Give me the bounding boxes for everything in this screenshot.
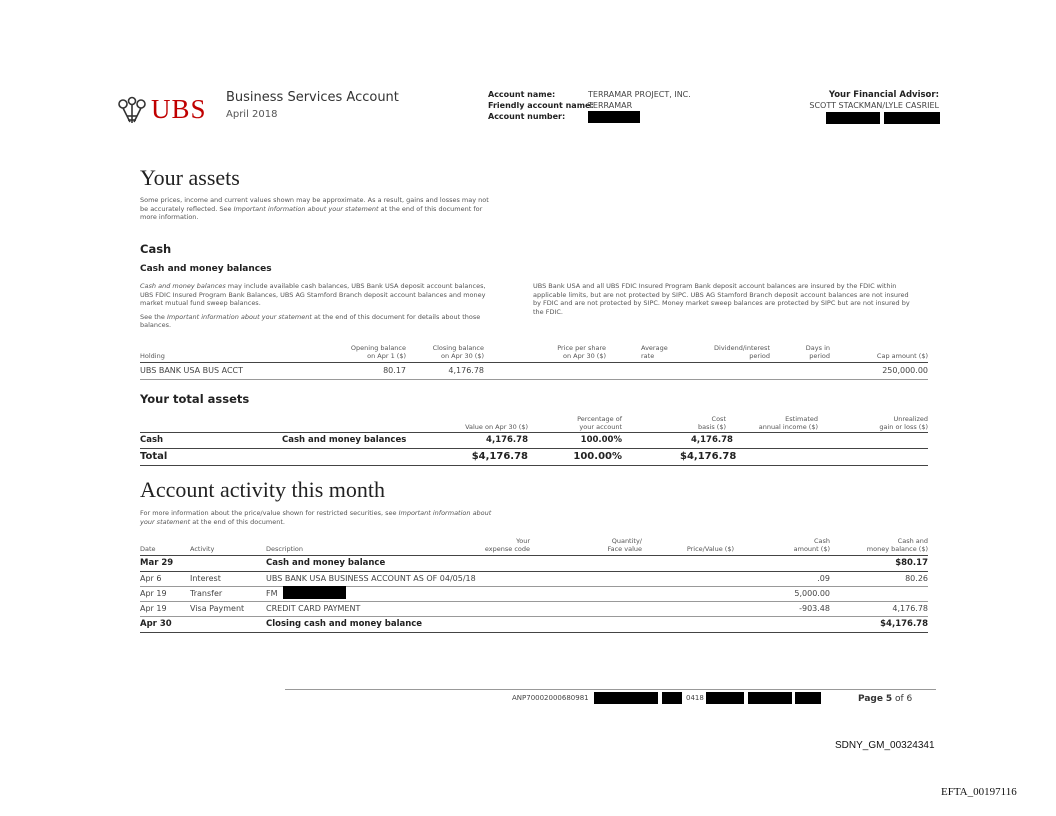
col-est-income: Estimated annual income ($) xyxy=(758,415,818,431)
col-days-in-period: Days in period xyxy=(805,344,830,360)
activity-row-description: FM xyxy=(266,589,278,598)
cash-row-desc: Cash and money balances xyxy=(282,435,407,445)
friendly-name-label: Friendly account name: xyxy=(488,101,594,110)
activity-row-balance: $80.17 xyxy=(895,558,928,568)
activity-row-type: Visa Payment xyxy=(190,604,245,613)
advisor-label: Your Financial Advisor: xyxy=(828,90,939,100)
activity-row-date: Apr 19 xyxy=(140,589,167,598)
footer-redaction-5 xyxy=(795,692,821,704)
total-assets-header-rule xyxy=(140,432,928,433)
efta-number: EFTA_00197116 xyxy=(941,786,1017,798)
statement-period: April 2018 xyxy=(226,109,278,120)
account-activity-heading: Account activity this month xyxy=(140,477,386,502)
total-assets-heading: Your total assets xyxy=(140,392,250,406)
total-row-label: Total xyxy=(140,451,168,462)
act-col-activity: Activity xyxy=(190,545,215,553)
col-unrealized: Unrealized gain or loss ($) xyxy=(879,415,928,431)
activity-row-cash: .09 xyxy=(817,574,830,583)
total-assets-bottom-rule xyxy=(140,465,928,466)
activity-bottom-rule xyxy=(140,632,928,633)
holding-closing: 4,176.78 xyxy=(448,366,484,375)
bates-number: SDNY_GM_00324341 xyxy=(835,740,935,751)
activity-row-description: Closing cash and money balance xyxy=(266,619,423,629)
act-col-expense: Your expense code xyxy=(484,537,530,553)
act-col-description: Description xyxy=(266,545,304,553)
activity-header-rule xyxy=(140,555,928,556)
holdings-header-rule xyxy=(140,362,928,363)
cash-heading: Cash xyxy=(140,242,172,256)
activity-row-type: Interest xyxy=(190,574,221,583)
your-assets-heading: Your assets xyxy=(140,165,240,190)
advisor-redaction-1 xyxy=(826,112,880,124)
col-cap-amount: Cap amount ($) xyxy=(876,352,928,360)
footer-redaction-1 xyxy=(594,692,658,704)
cash-row-label: Cash xyxy=(140,435,164,445)
total-assets-cash-rule xyxy=(140,448,928,449)
footer-redaction-2 xyxy=(662,692,682,704)
col-closing-balance: Closing balance on Apr 30 ($) xyxy=(432,344,484,360)
ubs-logo-text: UBS xyxy=(151,94,207,124)
act-col-balance: Cash and money balance ($) xyxy=(866,537,928,553)
cash-row-pct: 100.00% xyxy=(580,435,622,445)
activity-note: For more information about the price/value shown for restricted securities, see Important information about your statement at the end of this document. xyxy=(140,509,492,526)
cash-explanation-left: Cash and money balances may include available cash balances, UBS Bank USA deposit account balances, UBS FDIC Insured Program Bank Balances, UBS AG Stamford Branch deposit account balances and money market mutual fund sweep balances. See the Important information about your statement at the end of this document for details about those balances. xyxy=(140,282,486,329)
total-row-cost: $4,176.78 xyxy=(680,451,737,462)
act-col-quantity: Quantity/ Face value xyxy=(607,537,642,553)
advisor-names: SCOTT STACKMAN/LYLE CASRIEL xyxy=(809,101,939,110)
col-average-rate: Average rate xyxy=(641,344,668,360)
transfer-redaction xyxy=(283,586,346,599)
account-name-label: Account name: xyxy=(488,90,556,99)
col-price-per-share: Price per share on Apr 30 ($) xyxy=(557,344,606,360)
activity-row-balance: $4,176.78 xyxy=(880,619,928,629)
col-value-apr30: Value on Apr 30 ($) xyxy=(465,423,528,431)
total-row-pct: 100.00% xyxy=(573,451,622,462)
activity-row-date: Apr 19 xyxy=(140,604,167,613)
act-col-price: Price/Value ($) xyxy=(686,545,734,553)
activity-row-cash: -903.48 xyxy=(799,604,830,613)
account-number-label: Account number: xyxy=(488,112,566,121)
holdings-row-rule xyxy=(140,379,928,380)
col-holding: Holding xyxy=(140,352,165,360)
cash-row-value: 4,176.78 xyxy=(486,435,528,445)
activity-row-date: Apr 6 xyxy=(140,574,162,583)
activity-row-rule xyxy=(140,571,928,572)
activity-row-cash: 5,000.00 xyxy=(794,589,830,598)
activity-row-type: Transfer xyxy=(190,589,223,598)
activity-row-description: CREDIT CARD PAYMENT xyxy=(266,604,361,613)
col-percentage: Percentage of your account xyxy=(577,415,622,431)
page-indicator: Page 5 of 6 xyxy=(858,694,913,704)
holding-cap: 250,000.00 xyxy=(882,366,928,375)
col-cost-basis: Cost basis ($) xyxy=(698,415,726,431)
friendly-name-value: TERRAMAR xyxy=(588,101,633,110)
cash-money-balances-heading: Cash and money balances xyxy=(140,264,272,274)
assets-intro: Some prices, income and current values shown may be approximate. As a result, gains and losses may not be accurately reflected. See Important information about your statement at the end of this document for more information. xyxy=(140,196,489,221)
holding-name: UBS BANK USA BUS ACCT xyxy=(140,366,244,375)
footer-rule xyxy=(285,689,936,690)
activity-row-balance: 4,176.78 xyxy=(892,604,928,613)
account-type-title: Business Services Account xyxy=(226,90,399,105)
footer-code-2: 0418 xyxy=(686,694,704,702)
activity-row-rule xyxy=(140,616,928,617)
act-col-date: Date xyxy=(140,545,156,553)
ubs-keys-logo-icon xyxy=(113,96,151,126)
account-name-value: TERRAMAR PROJECT, INC. xyxy=(588,90,691,99)
activity-row-date: Apr 30 xyxy=(140,619,172,629)
activity-row-date: Mar 29 xyxy=(140,558,174,568)
activity-row-rule xyxy=(140,601,928,602)
activity-row-balance: 80.26 xyxy=(905,574,928,583)
holding-opening: 80.17 xyxy=(383,366,406,375)
activity-row-rule xyxy=(140,586,928,587)
footer-redaction-3 xyxy=(706,692,744,704)
activity-row-description: UBS BANK USA BUSINESS ACCOUNT AS OF 04/05/18 xyxy=(266,574,476,583)
footer-code-1: ANP70002000680981 xyxy=(512,694,589,702)
footer-redaction-4 xyxy=(748,692,792,704)
cash-explanation-right: UBS Bank USA and all UBS FDIC Insured Program Bank deposit account balances are insured by the FDIC within applicable limits, but are not protected by SIPC. UBS AG Stamford Branch deposit account balances are not insured by FDIC and are not protected by SIPC. Money market sweep balances are protected by SIPC but are not insured by the FDIC. xyxy=(533,282,910,316)
advisor-redaction-2 xyxy=(884,112,940,124)
total-row-value: $4,176.78 xyxy=(471,451,528,462)
cash-row-cost: 4,176.78 xyxy=(691,435,733,445)
col-opening-balance: Opening balance on Apr 1 ($) xyxy=(350,344,406,360)
account-number-redaction xyxy=(588,111,640,123)
activity-row-description: Cash and money balance xyxy=(266,558,386,568)
act-col-cash: Cash amount ($) xyxy=(793,537,830,553)
col-dividend-period: Dividend/interest period xyxy=(714,344,770,360)
